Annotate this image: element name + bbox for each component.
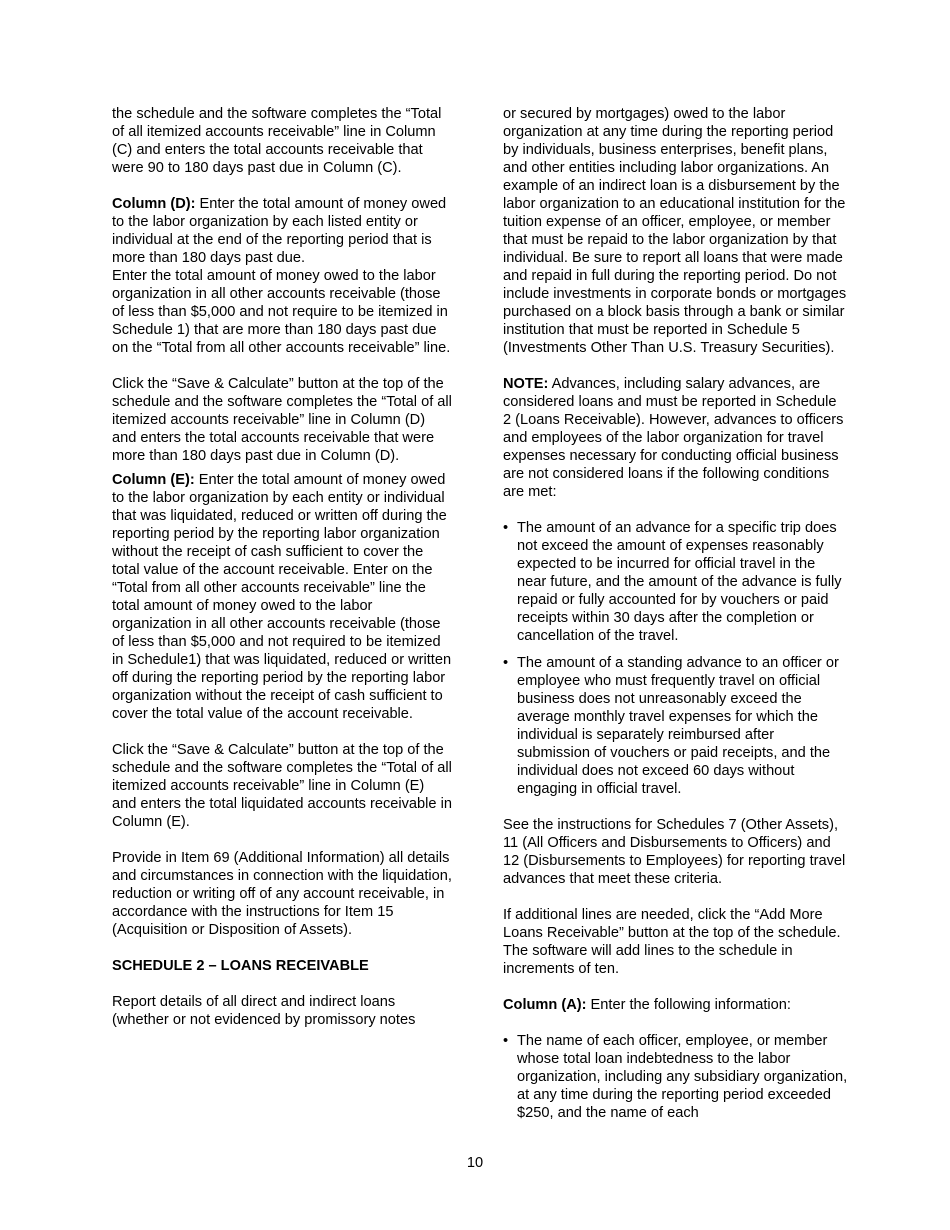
note-label: NOTE: xyxy=(503,376,549,392)
column-a-label: Column (A): xyxy=(503,997,587,1013)
column-a-text: Enter the following information: xyxy=(586,997,791,1013)
left-column xyxy=(112,105,452,1047)
column-e-text: Enter the total amount of money owed to the labor organization by each entity or individual that was liquidated, reduced or written off during the reporting period by the reporting labor organization without the receipt of cash sufficient to cover the total value of the account receivable. Enter on the “Total from all other accounts receivable” line the total amount of money owed to the labor organization in all other accounts receivable (those of less than $5,000 and not required to be itemized in Schedule1) that was liquidated, reduced or written off during the reporting period by the reporting labor organization without the receipt of cash sufficient to cover the total value of the account receivable. xyxy=(112,472,452,722)
paragraph-column-c-continuation: the schedule and the software completes the “Total of all itemized accounts receivable” line in Column (C) and enters the total accounts receivable that were 90 to 180 days past due in Column (C). xyxy=(112,106,442,176)
paragraph-column-d xyxy=(112,195,452,267)
column-d-label: Column (D): xyxy=(112,196,196,212)
column-a-list xyxy=(503,1032,848,1122)
list-item: • The amount of a standing advance to an officer or employee who must frequently travel on official business does not unreasonably exceed the average monthly travel expenses for which the individual is separately reimbursed after submission of vouchers or paid receipts, and the individual does not exceed 60 days without engaging in official travel. xyxy=(503,654,848,798)
paragraph-column-e xyxy=(112,471,452,723)
paragraph-item-69: Provide in Item 69 (Additional Information) all details and circumstances in connection with the liquidation, reduction or writing off of any account receivable, in accordance with the instructions for Item 15 (Acquisition or Disposition of Assets). xyxy=(112,850,452,938)
paragraph-additional-lines: If additional lines are needed, click the “Add More Loans Receivable” button at the top of the schedule. The software will add lines to the schedule in increments of ten. xyxy=(503,907,841,977)
paragraph-save-calculate-e: Click the “Save & Calculate” button at the top of the schedule and the software completes the “Total of all itemized accounts receivable” line in Column (E) and enters the total liquidated accounts receivable in Column (E). xyxy=(112,742,452,830)
right-column xyxy=(503,105,848,1140)
paragraph-loans-definition: or secured by mortgages) owed to the labor organization at any time during the reporting period by individuals, business enterprises, benefit plans, and other entities including labor organizations. An example of an indirect loan is a disbursement by the labor organization to an educational institution for the tuition expense of an officer, employee, or member that must be repaid to the labor organization by that individual. Be sure to report all loans that were made and repaid in full during the reporting period. Do not include investments in corporate bonds or mortgages purchased on a block basis through a bank or similar institution that must be reported in Schedule 5 (Investments Other Than U.S. Treasury Securities). xyxy=(503,106,847,356)
list-item: • The name of each officer, employee, or member whose total loan indebtedness to the labor organization, including any subsidiary organization, at any time during the reporting period exceeded $250, and the name of each xyxy=(503,1032,848,1122)
paragraph-column-a xyxy=(503,996,848,1014)
note-text: Advances, including salary advances, are considered loans and must be reported in Schedule 2 (Loans Receivable). However, advances to officers and employees of the labor organization for travel expenses necessary for conducting official business are not considered loans if the following conditions are met: xyxy=(503,376,844,500)
paragraph-schedule-2-intro: Report details of all direct and indirect loans (whether or not evidenced by promissory notes xyxy=(112,994,416,1028)
section-heading-schedule-2: SCHEDULE 2 – LOANS RECEIVABLE xyxy=(112,958,369,974)
paragraph-column-d-other: Enter the total amount of money owed to the labor organization in all other accounts receivable (those of less than $5,000 and not require to be itemized in Schedule 1) that are more than 180 days past due on the “Total from all other accounts receivable” line. xyxy=(112,268,451,356)
paragraph-travel-advances: See the instructions for Schedules 7 (Other Assets), 11 (All Officers and Disbursements to Officers) and 12 (Disbursements to Employees) for reporting travel advances that meet these criteria. xyxy=(503,817,846,887)
column-d-text: Enter the total amount of money owed to the labor organization by each listed entity or individual at the end of the reporting period that is more than 180 days past due. xyxy=(112,196,447,266)
list-item: • The amount of an advance for a specific trip does not exceed the amount of expenses reasonably expected to be incurred for official travel in the near future, and the amount of the advance is fully repaid or fully accounted for by vouchers or paid receipts within 30 days after the completion or cancellation of the travel. xyxy=(503,519,848,645)
paragraph-note xyxy=(503,375,848,501)
paragraph-save-calculate-d: Click the “Save & Calculate” button at the top of the schedule and the software completes the “Total of all itemized accounts receivable” line in Column (D) and enters the total accounts receivable that were more than 180 days past due in Column (D). xyxy=(112,376,452,464)
page-number: 10 xyxy=(466,1155,484,1171)
column-e-label: Column (E): xyxy=(112,472,195,488)
conditions-list xyxy=(503,519,848,798)
